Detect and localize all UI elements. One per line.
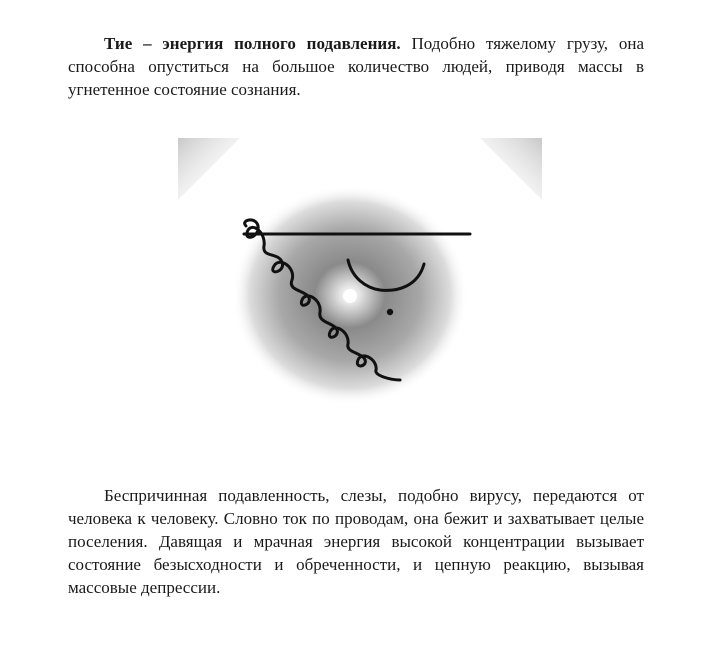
term-heading: Тие – энергия полного подавления. bbox=[104, 34, 401, 53]
intro-text: Подобно тяжелому грузу, она способна опуститься на большое количество людей, приводя массы в угнетенное состояние сознания. bbox=[68, 34, 644, 99]
corner-shade-left bbox=[178, 138, 240, 200]
dot-mark bbox=[387, 309, 393, 315]
corner-shade-right bbox=[480, 138, 542, 200]
tie-energy-symbol-icon bbox=[170, 130, 550, 410]
tie-energy-figure bbox=[170, 130, 550, 410]
energy-center bbox=[343, 289, 357, 303]
intro-paragraph bbox=[68, 32, 644, 101]
body-paragraph: Беспричинная подавленность, слезы, подобно вирусу, передаются от человека к человеку. Словно ток по проводам, она бежит и захватывает целые поселения. Давящая и мрачная энергия высокой концентрации вызывает состояние безысходности и обреченности, и цепную реакцию, вызывая массовые депрессии. bbox=[68, 486, 644, 597]
